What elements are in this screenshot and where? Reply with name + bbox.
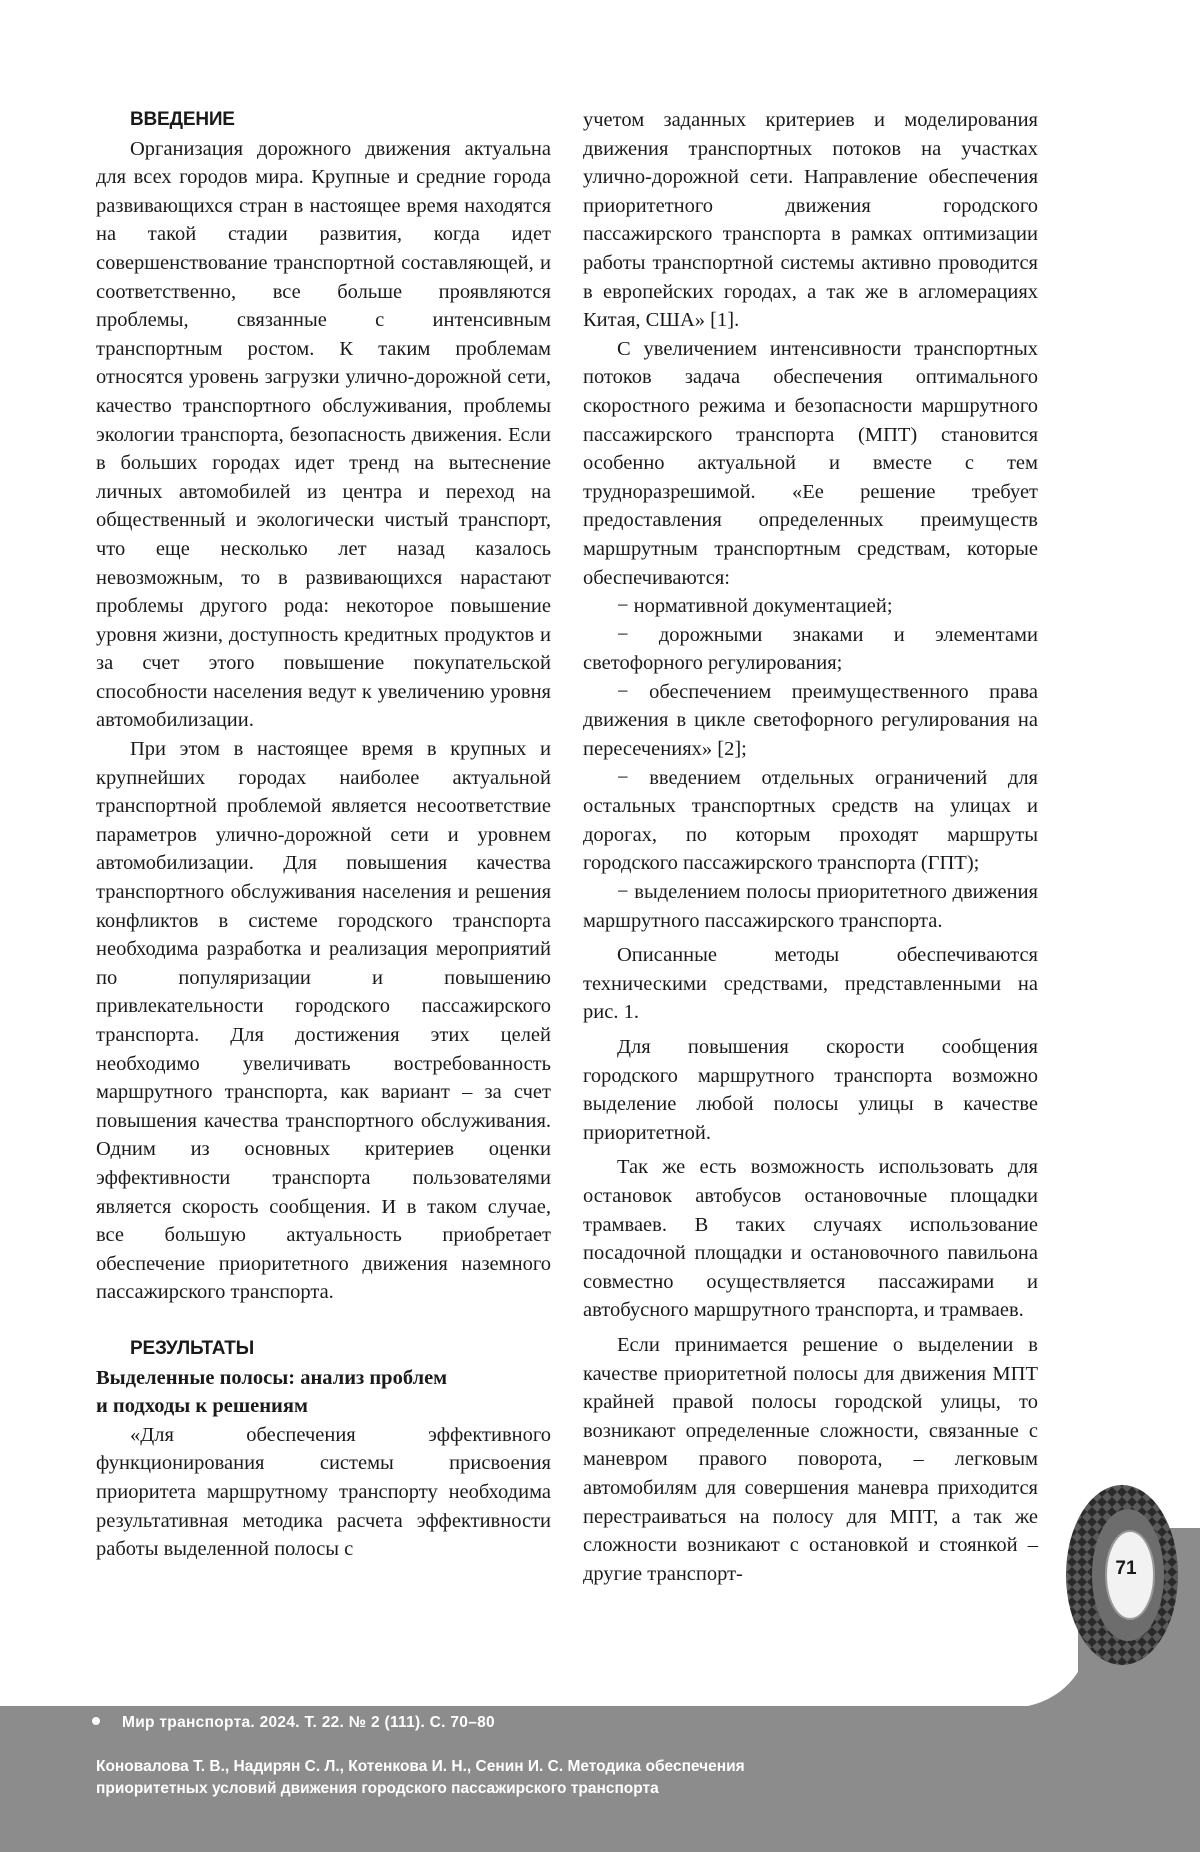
bullet-icon [92, 1717, 100, 1725]
citation-line-2: приоритетных условий движения городского пассажирского транспорта [96, 1780, 659, 1797]
paragraph: При этом в настоящее время в крупных и крупнейших городах наиболее актуальной транспортной проблемой является несоответствие параметров улично-дорожной сети и уровнем автомобилизации. Для повышения качества транспортного обслуживания населения и решения конфликтов в системе городского транспорта необходима разработка и реализация мероприятий по популяризации и повышению привлекательности городского пассажирского транспорта. Для достижения этих целей необходимо увеличивать востребованность маршрутного транспорта, как вариант – за счет повышения качества транспортного обслуживания. Одним из основных критериев оценки эффективности транспорта пользователями является скорость сообщения. И в таком случае, все большую актуальность приобретает обеспечение приоритетного движения наземного пассажирского транспорта. [96, 738, 551, 1304]
paragraph: «Для обеспечения эффективного функционирования системы присвоения приоритета маршрутному транспорту необходима результативная методика расчета эффективности работы выделенной полосы с [96, 1423, 551, 1561]
right-column [583, 106, 1038, 1588]
paragraph: С увеличением интенсивности транспортных потоков задача обеспечения оптимального скоростного режима и безопасности маршрутного пассажирского транспорта (МПТ) становится особенно актуальной и вместе с тем трудноразрешимой. «Ее решение требует предоставления определенных преимуществ маршрутным транспортным средствам, которые обеспечиваются: [583, 337, 1038, 589]
paragraph: Так же есть возможность использовать для остановок автобусов остановочные площадки трамваев. В таких случаях использование посадочной площадки и остановочного павильона совместно осуществляется пассажирами и автобусного маршрутного транспорта, и трамваев. [583, 1156, 1038, 1322]
footer-citation [96, 1756, 1116, 1800]
section-heading-introduction: ВВЕДЕНИЕ [130, 109, 235, 130]
section-heading-results: РЕЗУЛЬТАТЫ [130, 1337, 255, 1359]
list-item: − введением отдельных ограничений для остальных транспортных средств на улицах и дорогах, по которым проходят маршруты городского пассажирского транспорта (ГПТ); [583, 766, 1038, 875]
page-number: 71 [1115, 1558, 1137, 1579]
paragraph: Если принимается решение о выделении в качестве приоритетной полосы для движения МПТ крайней правой полосы городской улицы, то возникают определенные сложности, связанные с маневром правого поворота, – легковым автомобилям для совершения маневра приходится перестраиваться на полосу для МПТ, а так же сложности возникают с остановкой и стоянкой – другие транспорт- [583, 1333, 1038, 1585]
journal-reference: Мир транспорта. 2024. Т. 22. № 2 (111). С. 70–80 [122, 1714, 495, 1731]
subsection-heading-line-2: и подходы к решениям [96, 1395, 308, 1418]
paragraph: учетом заданных критериев и моделирования движения транспортных потоков на участках улично-дорожной сети. Направление обеспечения приоритетного движения городского пассажирского транспорта в рамках оптимизации работы транспортной системы активно проводится в европейских городах, а так же в агломерациях Китая, США» [1]. [583, 109, 1038, 332]
subsection-heading-line-1: Выделенные полосы: анализ проблем [96, 1366, 448, 1389]
list-item: − дорожными знаками и элементами светофорного регулирования; [583, 623, 1038, 675]
left-column [96, 106, 551, 1564]
paragraph: Для повышения скорости сообщения городского маршрутного транспорта возможно выделение любой полосы улицы в качестве приоритетной. [583, 1036, 1038, 1144]
list-item: − нормативной документацией; [617, 595, 893, 618]
list-item: − выделением полосы приоритетного движения маршрутного пассажирского транспорта. [583, 881, 1038, 932]
citation-line-1: Коновалова Т. В., Надирян С. Л., Котенкова И. Н., Сенин И. С. Методика обеспечения [96, 1758, 745, 1775]
paragraph: Описанные методы обеспечиваются техническими средствами, представленными на рис. 1. [583, 944, 1038, 1024]
list-item: − обеспечением преимущественного права движения в цикле светофорного регулирования на пересечениях» [2]; [583, 680, 1038, 761]
paragraph: Организация дорожного движения актуальна для всех городов мира. Крупные и средние города развивающихся стран в настоящее время находятся на такой стадии развития, когда идет совершенствование транспортной составляющей, и соответственно, все больше проявляются проблемы, связанные с интенсивным транспортным ростом. К таким проблемам относятся уровень загрузки улично-дорожной сети, качество транспортного обслуживания, проблемы экологии транспорта, безопасность движения. Если в больших городах идет тренд на вытеснение личных автомобилей из центра и переход на общественный и экологически чистый транспорт, что еще несколько лет назад казалось невозможным, то в развивающихся нарастают проблемы другого рода: некоторое повышение уровня жизни, доступность кредитных продуктов и за счет этого повышение покупательской способности населения ведут к увеличению уровня автомобилизации. [96, 137, 551, 732]
